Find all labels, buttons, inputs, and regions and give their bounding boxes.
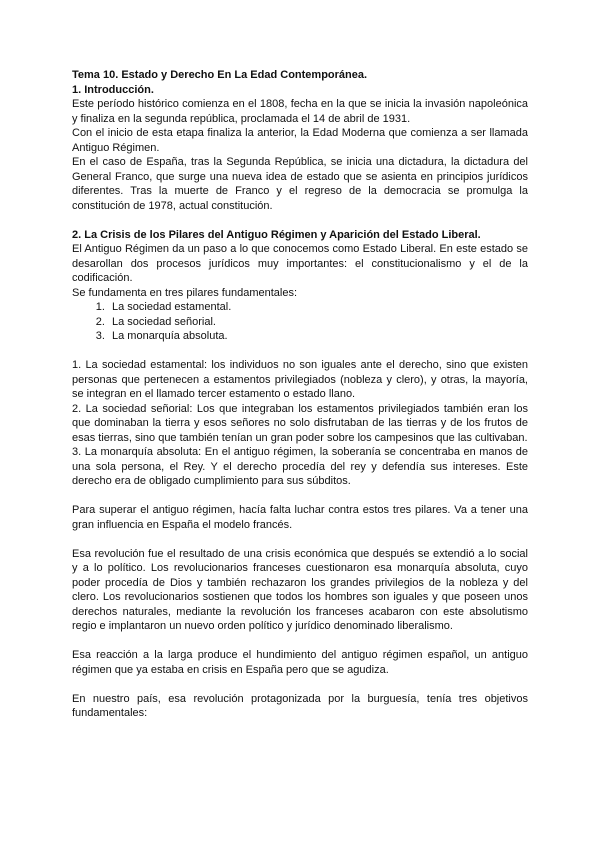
section-2-heading: 2. La Crisis de los Pilares del Antiguo Régimen y Aparición del Estado Liberal. [72,228,481,241]
paragraph: En nuestro país, esa revolución protagonizada por la burguesía, tenía tres objetivos fundamentales: [72,692,528,719]
section-1-heading: 1. Introducción. [72,83,154,96]
spacer [72,344,528,359]
paragraph: 2. La sociedad señorial: Los que integraban los estamentos privilegiados también eran los que dominaban la tierra y esos señores no solo disfrutaban de las tierras y de los frutos de esas tierras, sino que también tenían un gran poder sobre los campesinos que las cultivaban. [72,402,528,444]
list-item: 3. La monarquía absoluta. [108,329,528,344]
paragraph: Para superar el antiguo régimen, hacía falta luchar contra estos tres pilares. Va a tener una gran influencia en España el modelo francés. [72,504,528,531]
list-item: 1. La sociedad estamental. [108,300,528,315]
document-title: Tema 10. Estado y Derecho En La Edad Contemporánea. [72,69,368,81]
paragraph: Este período histórico comienza en el 1808, fecha en la que se inicia la invasión napoleónica y finaliza en la segunda república, proclamada el 14 de abril de 1931. [72,98,528,125]
paragraph: Se fundamenta en tres pilares fundamentales: [72,286,298,299]
spacer [72,213,528,228]
paragraph: El Antiguo Régimen da un paso a lo que conocemos como Estado Liberal. En este estado se desarollan dos procesos jurídicos muy importantes: el constitucionalismo y el de la codificación. [72,243,528,284]
spacer [72,489,528,504]
paragraph: Con el inicio de esta etapa finaliza la anterior, la Edad Moderna que comienza a ser llamada Antiguo Régimen. [72,127,528,154]
pillars-list [72,300,528,344]
spacer [72,677,528,692]
document-page [72,68,528,721]
paragraph: 3. La monarquía absoluta: En el antiguo régimen, la soberanía se concentraba en manos de una sola persona, el Rey. Y el derecho procedía del rey y defendía sus intereses. Este derecho era de obligado cumplimiento para sus súbditos. [72,446,528,487]
paragraph: 1. La sociedad estamental: los individuos no son iguales ante el derecho, sino que existen personas que pertenecen a estamentos privilegiados (nobleza y clero), y otras, la mayoría, se integran en el llamado tercer estamento o estado llano. [72,359,528,400]
spacer [72,634,528,649]
paragraph: En el caso de España, tras la Segunda República, se inicia una dictadura, la dictadura del General Franco, que surge una nueva idea de estado que se asienta en principios jurídicos diferentes. Tras la muerte de Franco y el regreso de la democracia se promulga la constitución de 1978, actual constitución. [72,156,528,212]
spacer [72,532,528,547]
paragraph: Esa reacción a la larga produce el hundimiento del antiguo régimen español, un antiguo régimen que ya estaba en crisis en España pero que se agudiza. [72,649,528,676]
paragraph: Esa revolución fue el resultado de una crisis económica que después se extendió a lo social y a lo político. Los revolucionarios franceses cuestionaron esa monarquía absoluta, cuyo poder procedía de Dios y también rechazaron los grandes privilegios de la nobleza y del clero. Los revolucionarios sostienen que todos los hombres son iguales y que poseen unos derechos naturales, mediante la revolución los franceses acabaron con este absolutismo regio e implantaron un nuevo orden político y jurídico denominado liberalismo. [72,547,528,632]
list-item: 2. La sociedad señorial. [108,315,528,330]
